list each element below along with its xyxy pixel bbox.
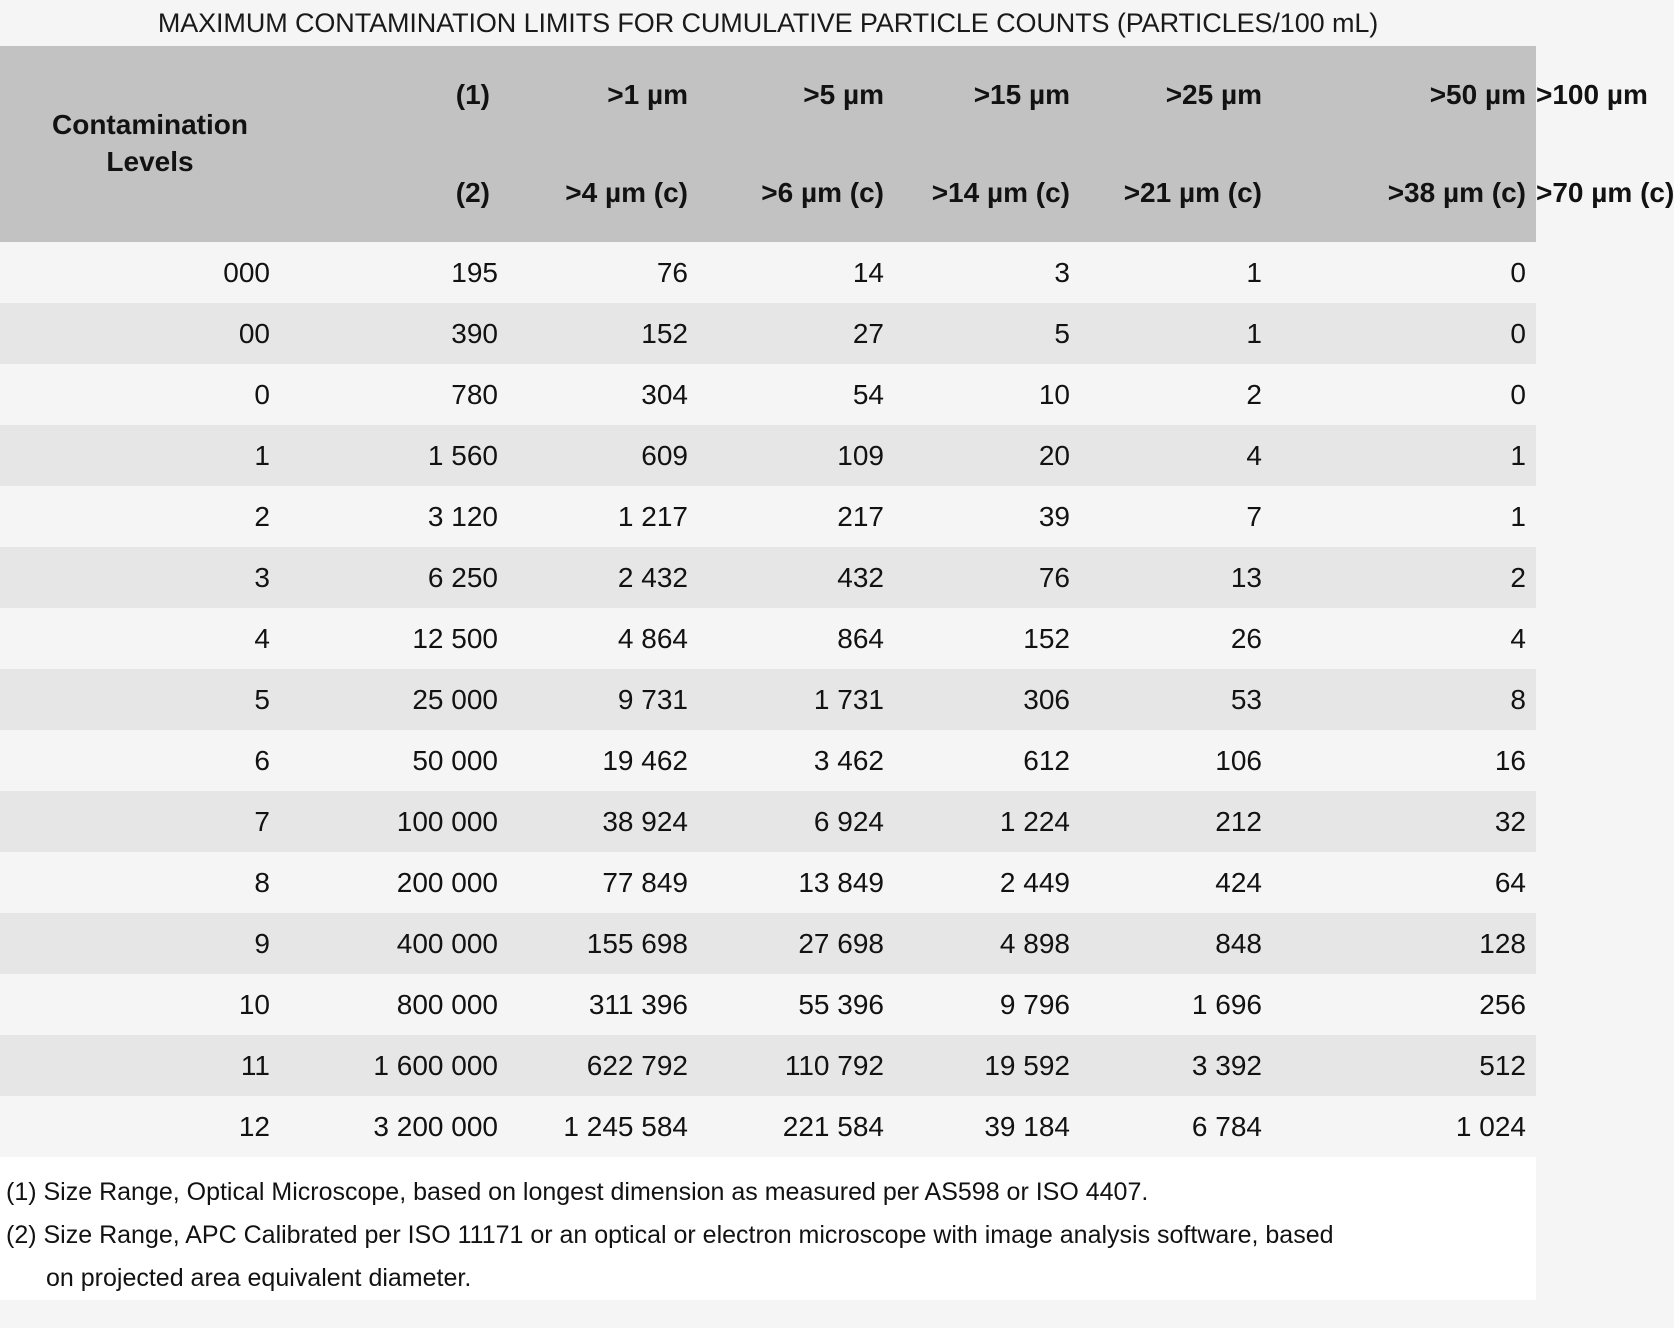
cell-contamination-level: 00 — [0, 303, 300, 364]
cell-particle-count: 19 592 — [894, 1035, 1080, 1096]
cell-particle-count: 16 — [1272, 730, 1536, 791]
header-size-38umc: >38 µm (c) — [1272, 144, 1536, 242]
table-row — [0, 364, 1536, 425]
table-row — [0, 730, 1536, 791]
cell-contamination-level: 8 — [0, 852, 300, 913]
cell-particle-count: 424 — [1080, 852, 1272, 913]
cell-particle-count: 39 184 — [894, 1096, 1080, 1157]
table-row — [0, 242, 1536, 303]
footnote-1: (1) Size Range, Optical Microscope, based on longest dimension as measured per AS598 or ISO 4407. — [6, 1178, 1149, 1206]
cell-contamination-level: 7 — [0, 791, 300, 852]
cell-particle-count: 622 792 — [508, 1035, 698, 1096]
cell-particle-count: 432 — [698, 547, 894, 608]
header-size-5um: >5 µm — [698, 46, 894, 144]
table-header — [0, 46, 1674, 242]
cell-particle-count: 9 731 — [508, 669, 698, 730]
cell-particle-count: 6 924 — [698, 791, 894, 852]
header-note2-marker: (2) — [300, 144, 508, 242]
cell-particle-count: 3 462 — [698, 730, 894, 791]
cell-particle-count: 2 449 — [894, 852, 1080, 913]
cell-contamination-level: 10 — [0, 974, 300, 1035]
cell-particle-count: 1 696 — [1080, 974, 1272, 1035]
header-size-21umc: >21 µm (c) — [1080, 144, 1272, 242]
cell-particle-count: 1 560 — [300, 425, 508, 486]
cell-particle-count: 1 — [1080, 242, 1272, 303]
table-row — [0, 425, 1536, 486]
cell-particle-count: 306 — [894, 669, 1080, 730]
header-size-50um: >50 µm — [1272, 46, 1536, 144]
cell-particle-count: 55 396 — [698, 974, 894, 1035]
cell-particle-count: 27 — [698, 303, 894, 364]
cell-particle-count: 50 000 — [300, 730, 508, 791]
cell-particle-count: 38 924 — [508, 791, 698, 852]
cell-contamination-level: 2 — [0, 486, 300, 547]
table-row — [0, 974, 1536, 1035]
cell-particle-count: 76 — [508, 242, 698, 303]
cell-contamination-level: 11 — [0, 1035, 300, 1096]
cell-particle-count: 1 245 584 — [508, 1096, 698, 1157]
cell-particle-count: 14 — [698, 242, 894, 303]
table-title-bar — [0, 0, 1536, 46]
cell-contamination-level: 9 — [0, 913, 300, 974]
cell-contamination-level: 3 — [0, 547, 300, 608]
table-row — [0, 1096, 1536, 1157]
cell-particle-count: 311 396 — [508, 974, 698, 1035]
cell-particle-count: 1 731 — [698, 669, 894, 730]
cell-particle-count: 13 849 — [698, 852, 894, 913]
header-row-size-range-1: Contamination Levels (1) >1 µm >5 µm >15 µm >25 µm >50 µm >100 µm — [0, 46, 1536, 144]
cell-particle-count: 4 — [1272, 608, 1536, 669]
cell-particle-count: 4 898 — [894, 913, 1080, 974]
header-contamination-levels — [0, 46, 300, 242]
cell-particle-count: 2 — [1080, 364, 1272, 425]
cell-contamination-level: 5 — [0, 669, 300, 730]
cell-particle-count: 2 — [1272, 547, 1536, 608]
cell-particle-count: 1 224 — [894, 791, 1080, 852]
cell-particle-count: 100 000 — [300, 791, 508, 852]
cell-particle-count: 20 — [894, 425, 1080, 486]
cell-particle-count: 0 — [1272, 364, 1536, 425]
cell-particle-count: 390 — [300, 303, 508, 364]
cell-particle-count: 76 — [894, 547, 1080, 608]
cell-contamination-level: 4 — [0, 608, 300, 669]
cell-particle-count: 19 462 — [508, 730, 698, 791]
footnote-2: (2) Size Range, APC Calibrated per ISO 11171 or an optical or electron microscope with image analysis software, based — [6, 1221, 1334, 1249]
cell-particle-count: 109 — [698, 425, 894, 486]
cell-particle-count: 800 000 — [300, 974, 508, 1035]
cell-particle-count: 8 — [1272, 669, 1536, 730]
cell-particle-count: 0 — [1272, 303, 1536, 364]
cell-particle-count: 106 — [1080, 730, 1272, 791]
table-row — [0, 791, 1536, 852]
cell-particle-count: 54 — [698, 364, 894, 425]
cell-particle-count: 609 — [508, 425, 698, 486]
cell-particle-count: 12 500 — [300, 608, 508, 669]
page-title: MAXIMUM CONTAMINATION LIMITS FOR CUMULATIVE PARTICLE COUNTS (PARTICLES/100 mL) — [157, 7, 1379, 38]
cell-particle-count: 212 — [1080, 791, 1272, 852]
cell-particle-count: 39 — [894, 486, 1080, 547]
header-levels-line2: Levels — [106, 146, 194, 177]
header-size-1um: >1 µm — [508, 46, 698, 144]
cell-particle-count: 512 — [1272, 1035, 1536, 1096]
header-levels-line1: Contamination — [52, 109, 248, 141]
cell-particle-count: 10 — [894, 364, 1080, 425]
cell-particle-count: 155 698 — [508, 913, 698, 974]
table-row — [0, 303, 1536, 364]
table-body — [0, 242, 1536, 1157]
cell-particle-count: 1 — [1080, 303, 1272, 364]
cell-particle-count: 1 — [1272, 425, 1536, 486]
cell-particle-count: 25 000 — [300, 669, 508, 730]
header-size-25um: >25 µm — [1080, 46, 1272, 144]
cell-particle-count: 1 024 — [1272, 1096, 1536, 1157]
cell-particle-count: 1 217 — [508, 486, 698, 547]
cell-particle-count: 848 — [1080, 913, 1272, 974]
cell-contamination-level: 6 — [0, 730, 300, 791]
table-row — [0, 669, 1536, 730]
cell-particle-count: 77 849 — [508, 852, 698, 913]
header-size-4umc: >4 µm (c) — [508, 144, 698, 242]
cell-particle-count: 7 — [1080, 486, 1272, 547]
cell-particle-count: 110 792 — [698, 1035, 894, 1096]
table-row — [0, 608, 1536, 669]
cell-particle-count: 27 698 — [698, 913, 894, 974]
cell-particle-count: 2 432 — [508, 547, 698, 608]
cell-particle-count: 152 — [894, 608, 1080, 669]
cell-particle-count: 0 — [1272, 242, 1536, 303]
cell-particle-count: 64 — [1272, 852, 1536, 913]
cell-particle-count: 32 — [1272, 791, 1536, 852]
cell-particle-count: 152 — [508, 303, 698, 364]
cell-contamination-level: 000 — [0, 242, 300, 303]
cell-particle-count: 9 796 — [894, 974, 1080, 1035]
cell-particle-count: 26 — [1080, 608, 1272, 669]
cell-particle-count: 221 584 — [698, 1096, 894, 1157]
cell-particle-count: 5 — [894, 303, 1080, 364]
cell-particle-count: 3 — [894, 242, 1080, 303]
cell-particle-count: 3 120 — [300, 486, 508, 547]
cell-particle-count: 1 — [1272, 486, 1536, 547]
cell-particle-count: 1 600 000 — [300, 1035, 508, 1096]
header-size-6umc: >6 µm (c) — [698, 144, 894, 242]
cell-particle-count: 304 — [508, 364, 698, 425]
footnote-2-continued: on projected area equivalent diameter. — [46, 1264, 472, 1292]
cell-particle-count: 6 250 — [300, 547, 508, 608]
cell-particle-count: 4 864 — [508, 608, 698, 669]
cell-particle-count: 4 — [1080, 425, 1272, 486]
table-row — [0, 852, 1536, 913]
cell-particle-count: 864 — [698, 608, 894, 669]
cell-particle-count: 13 — [1080, 547, 1272, 608]
header-size-14umc: >14 µm (c) — [894, 144, 1080, 242]
footnotes — [0, 1157, 1536, 1300]
cell-particle-count: 53 — [1080, 669, 1272, 730]
table-row — [0, 547, 1536, 608]
cell-contamination-level: 12 — [0, 1096, 300, 1157]
cell-particle-count: 400 000 — [300, 913, 508, 974]
table-row — [0, 1035, 1536, 1096]
cell-particle-count: 256 — [1272, 974, 1536, 1035]
header-size-15um: >15 µm — [894, 46, 1080, 144]
header-row-size-range-2: (2) >4 µm (c) >6 µm (c) >14 µm (c) >21 µm (c) >38 µm (c) >70 µm (c) — [0, 144, 1536, 242]
cell-contamination-level: 1 — [0, 425, 300, 486]
cell-particle-count: 195 — [300, 242, 508, 303]
cell-particle-count: 780 — [300, 364, 508, 425]
table-row — [0, 486, 1536, 547]
cell-particle-count: 217 — [698, 486, 894, 547]
cell-particle-count: 3 200 000 — [300, 1096, 508, 1157]
cell-particle-count: 3 392 — [1080, 1035, 1272, 1096]
table-row — [0, 913, 1536, 974]
cell-particle-count: 6 784 — [1080, 1096, 1272, 1157]
cell-particle-count: 200 000 — [300, 852, 508, 913]
cell-particle-count: 128 — [1272, 913, 1536, 974]
header-note1-marker: (1) — [300, 46, 508, 144]
cell-particle-count: 612 — [894, 730, 1080, 791]
cell-contamination-level: 0 — [0, 364, 300, 425]
contamination-limits-table — [0, 46, 1674, 1157]
